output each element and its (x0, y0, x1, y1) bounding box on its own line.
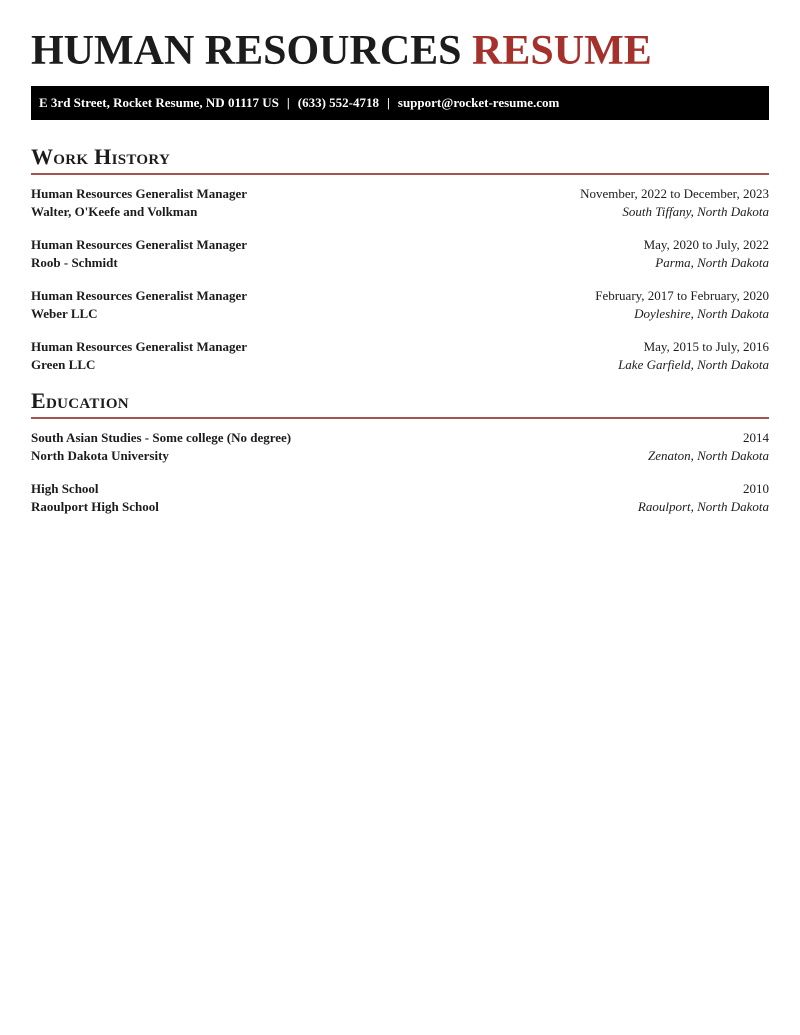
work-entry (31, 287, 769, 323)
job-position: Human Resources Generalist Manager (31, 288, 248, 303)
contact-address: E 3rd Street, Rocket Resume, ND 01117 US (39, 95, 279, 110)
job-position: Human Resources Generalist Manager (31, 339, 248, 354)
job-dates: November, 2022 to December, 2023 (580, 186, 769, 201)
job-location: South Tiffany, North Dakota (622, 204, 769, 219)
work-entry (31, 185, 769, 221)
edu-school: North Dakota University (31, 448, 169, 463)
job-dates: May, 2020 to July, 2022 (643, 237, 769, 252)
education-entry (31, 429, 769, 465)
title-main: HUMAN RESOURCES (31, 28, 462, 74)
work-history-section (31, 144, 769, 374)
job-position: Human Resources Generalist Manager (31, 186, 248, 201)
edu-year: 2014 (743, 430, 769, 445)
work-history-heading: Work History (31, 144, 171, 169)
title-accent: RESUME (472, 28, 652, 74)
contact-email: support@rocket-resume.com (397, 95, 560, 110)
education-entry (31, 480, 769, 516)
contact-phone: (633) 552-4718 (297, 95, 380, 110)
contact-separator: | (286, 95, 290, 110)
job-company: Green LLC (31, 357, 96, 372)
education-heading: Education (31, 388, 129, 413)
job-company: Walter, O'Keefe and Volkman (31, 204, 198, 219)
edu-degree: High School (31, 481, 99, 496)
education-section (31, 388, 769, 516)
edu-year: 2010 (743, 481, 769, 496)
job-company: Roob - Schmidt (31, 255, 118, 270)
job-dates: February, 2017 to February, 2020 (595, 288, 769, 303)
edu-degree: South Asian Studies - Some college (No degree) (31, 430, 292, 445)
contact-bar (31, 86, 769, 120)
edu-school: Raoulport High School (31, 499, 159, 514)
job-position: Human Resources Generalist Manager (31, 237, 248, 252)
work-entry (31, 236, 769, 272)
job-location: Parma, North Dakota (655, 255, 769, 270)
job-location: Doyleshire, North Dakota (634, 306, 769, 321)
edu-location: Zenaton, North Dakota (648, 448, 769, 463)
job-location: Lake Garfield, North Dakota (618, 357, 769, 372)
work-entry (31, 338, 769, 374)
edu-location: Raoulport, North Dakota (637, 499, 769, 514)
job-company: Weber LLC (31, 306, 98, 321)
section-divider (31, 417, 769, 419)
section-divider (31, 173, 769, 175)
contact-separator: | (387, 95, 390, 110)
resume-title (31, 0, 769, 74)
job-dates: May, 2015 to July, 2016 (643, 339, 769, 354)
